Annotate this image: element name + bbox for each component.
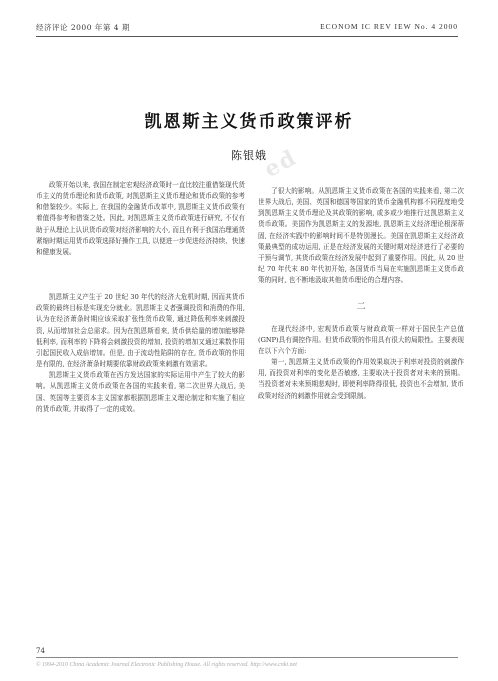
section-spacer <box>36 258 245 292</box>
footer-rule <box>36 657 458 658</box>
body-paragraph: 在现代经济中, 宏观货币政策与财政政策一样对于国民生产总值(GNP)具有调控作用。但货币政策的作用具有很大的局限性。主要表现在以下六个方面: <box>258 324 464 355</box>
right-column <box>258 186 464 402</box>
article-title: 凯恩斯主义货币政策评析 <box>144 112 354 132</box>
body-paragraph: 了很大的影响。从凯恩斯主义货币政策在各国的实践来看, 第二次世界大战后, 美国、英国和德国等国家的货币金融机构都不同程度地受到凯恩斯主义货币理论及其政策的影响, 或多或少地推行过凯恩斯主义货币政策。美国作为凯恩斯主义的发源地, 凯恩斯主义经济理论根深蒂固, 在经济实践中的影响时间不是特别漫长。美国在凯恩斯主义经济政策最典型的成功运用, 正是在经济发展的关键时期对经济进行了必要的干预与调节, 其货币政策在经济发展中起到了重要作用。因此, 从 20 世纪 70 年代末 80 年代初开始, 各国货币当局在实施凯恩斯主义货币政策的同时, 也不断地汲取其他货币理论的合理内容。 <box>258 187 464 285</box>
left-column <box>36 180 245 415</box>
body-paragraph: 凯恩斯主义产生于 20 世纪 30 年代的经济大危机时期, 因而其货币政策的最终目标是实现充分就业。凯恩斯主义者强调投资和消费的作用, 认为在经济萧条时期应该采取扩张性货币政策, 通过降低利率来刺激投资, 从而增加社会总需求。因为在凯恩斯看来, 货币供给量的增加能够降低利率, 而利率的下降将会刺激投资的增加, 投资的增加又通过乘数作用引起国民收入成倍增加。但是, 由于流动性陷阱的存在, 货币政策的作用是有限的, 在经济萧条时期要依靠财政政策来刺激有效需求。 <box>36 293 245 369</box>
section-heading: 二 <box>356 302 366 313</box>
copyright-footer: © 1994-2010 China Academic Journal Electronic Publishing House. All rights reserved. http://www.cnki.net <box>36 662 297 668</box>
header-rule <box>36 36 458 37</box>
body-paragraph: 第一, 凯恩斯主义货币政策的作用效果取决于利率对投资的刺激作用, 而投资对利率的变化是否敏感, 主要取决于投资者对未来的预期。当投资者对未来预期悲观时, 即使利率降得很低, 投资也不会增加, 货币政策对经济的刺激作用就会受到限制。 <box>258 358 464 400</box>
watermark: ed <box>260 144 302 183</box>
running-header <box>36 22 458 36</box>
body-paragraph: 凯恩斯主义货币政策在西方发达国家的实际运用中产生了较大的影响。从凯恩斯主义货币政策在各国的实践来看, 第二次世界大战后, 美国、英国等主要资本主义国家都根据凯恩斯主义理论制定和实施了相应的货币政策, 并取得了一定的成效。 <box>36 371 245 413</box>
page-number: 74 <box>36 647 45 655</box>
article-author: 陈银娥 <box>231 149 267 162</box>
abstract-paragraph: 政策开始以来, 我国在制定宏观经济政策时一直比较注重借鉴现代货币主义的货币理论和货币政策, 对凯恩斯主义货币理论和货币政策的参考和借鉴较少。实际上, 在我国的金融货币改革中, 凯恩斯主义货币政策有着值得参考和借鉴之处。因此, 对凯恩斯主义货币政策进行研究, 不仅有助于从理论上认识货币政策对经济影响的大小, 而且有利于我国治理通货紧缩时期运用货币政策选择好操作工具, 以便进一步促进经济持续、快速和健康发展。 <box>36 181 245 256</box>
journal-english-title: ECONOM IC REV IEW No. 4 2000 <box>320 22 458 31</box>
journal-issue: 经济评论 2000 年第 4 期 <box>36 23 130 32</box>
